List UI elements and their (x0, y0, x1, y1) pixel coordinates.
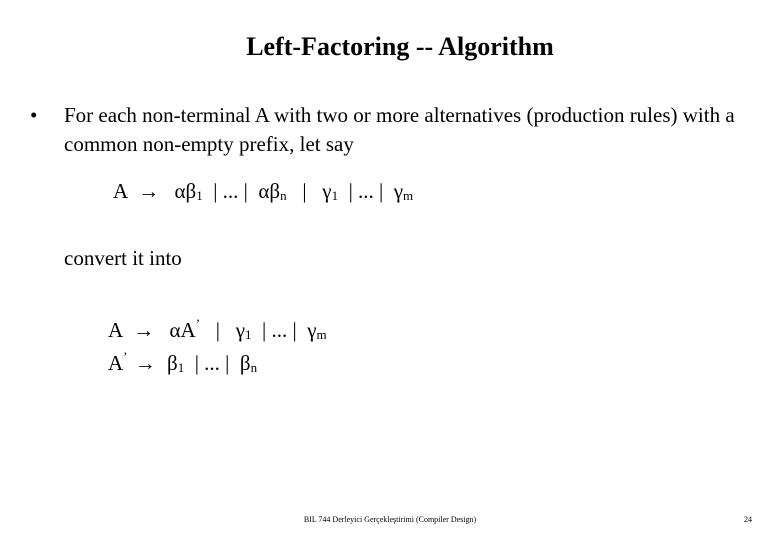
rule-alt-prefix: αβ (174, 179, 197, 203)
rule-alt-gamma: γ (307, 318, 317, 342)
rule-alt-subscript: 1 (177, 360, 185, 375)
prime-mark: ’ (195, 316, 201, 331)
bullet-text: For each non-terminal A with two or more alternatives (production rules) with a common non-empty prefix, let say (64, 103, 735, 156)
rule-alt-subscript: n (250, 360, 258, 375)
bullet-point (30, 101, 750, 159)
convert-text: convert it into (64, 246, 182, 270)
rule-separator: | ... | (256, 318, 302, 342)
production-rule-new-nonterminal (108, 349, 257, 376)
rule-alt-prefix: αβ (258, 179, 281, 203)
rule-alt-gamma: γ (322, 179, 332, 203)
production-rule-original (113, 179, 413, 204)
rule-alt-beta: β (239, 351, 251, 375)
rule-alt-subscript: 1 (245, 327, 252, 342)
arrow-symbol: → (138, 179, 160, 203)
arrow-symbol: → (133, 318, 155, 342)
rule-alt-gamma: γ (235, 318, 246, 342)
rule-lhs: A (113, 179, 128, 203)
page-number: 24 (744, 515, 752, 524)
rule-separator: | ... | (189, 351, 235, 375)
arrow-symbol: → (134, 351, 156, 375)
rule-separator: | (291, 179, 318, 203)
slide-footer: BIL 744 Derleyici Gerçekleştirimi (Compiler Design) (303, 515, 477, 524)
rule-separator: | (205, 318, 231, 342)
rule-separator: | ... | (343, 179, 389, 203)
slide-title: Left-Factoring -- Algorithm (246, 32, 554, 61)
rule-lhs: A (108, 351, 124, 375)
rule-alt-subscript: n (280, 188, 287, 203)
rule-alt-subscript: 1 (331, 188, 339, 203)
rule-alt-gamma: γ (393, 179, 404, 203)
rule-alt-subscript: m (316, 327, 327, 342)
prime-mark: ’ (123, 349, 128, 364)
bullet-icon: • (30, 103, 38, 127)
rule-alt-prefix: αA (169, 318, 196, 342)
rule-separator: | ... | (207, 179, 254, 203)
production-rule-factored (108, 316, 327, 343)
bullet-row (30, 101, 750, 159)
rule-lhs: A (108, 318, 123, 342)
rule-alt-subscript: m (403, 188, 414, 203)
rule-alt-beta: β (167, 351, 178, 375)
rule-alt-subscript: 1 (196, 188, 203, 203)
